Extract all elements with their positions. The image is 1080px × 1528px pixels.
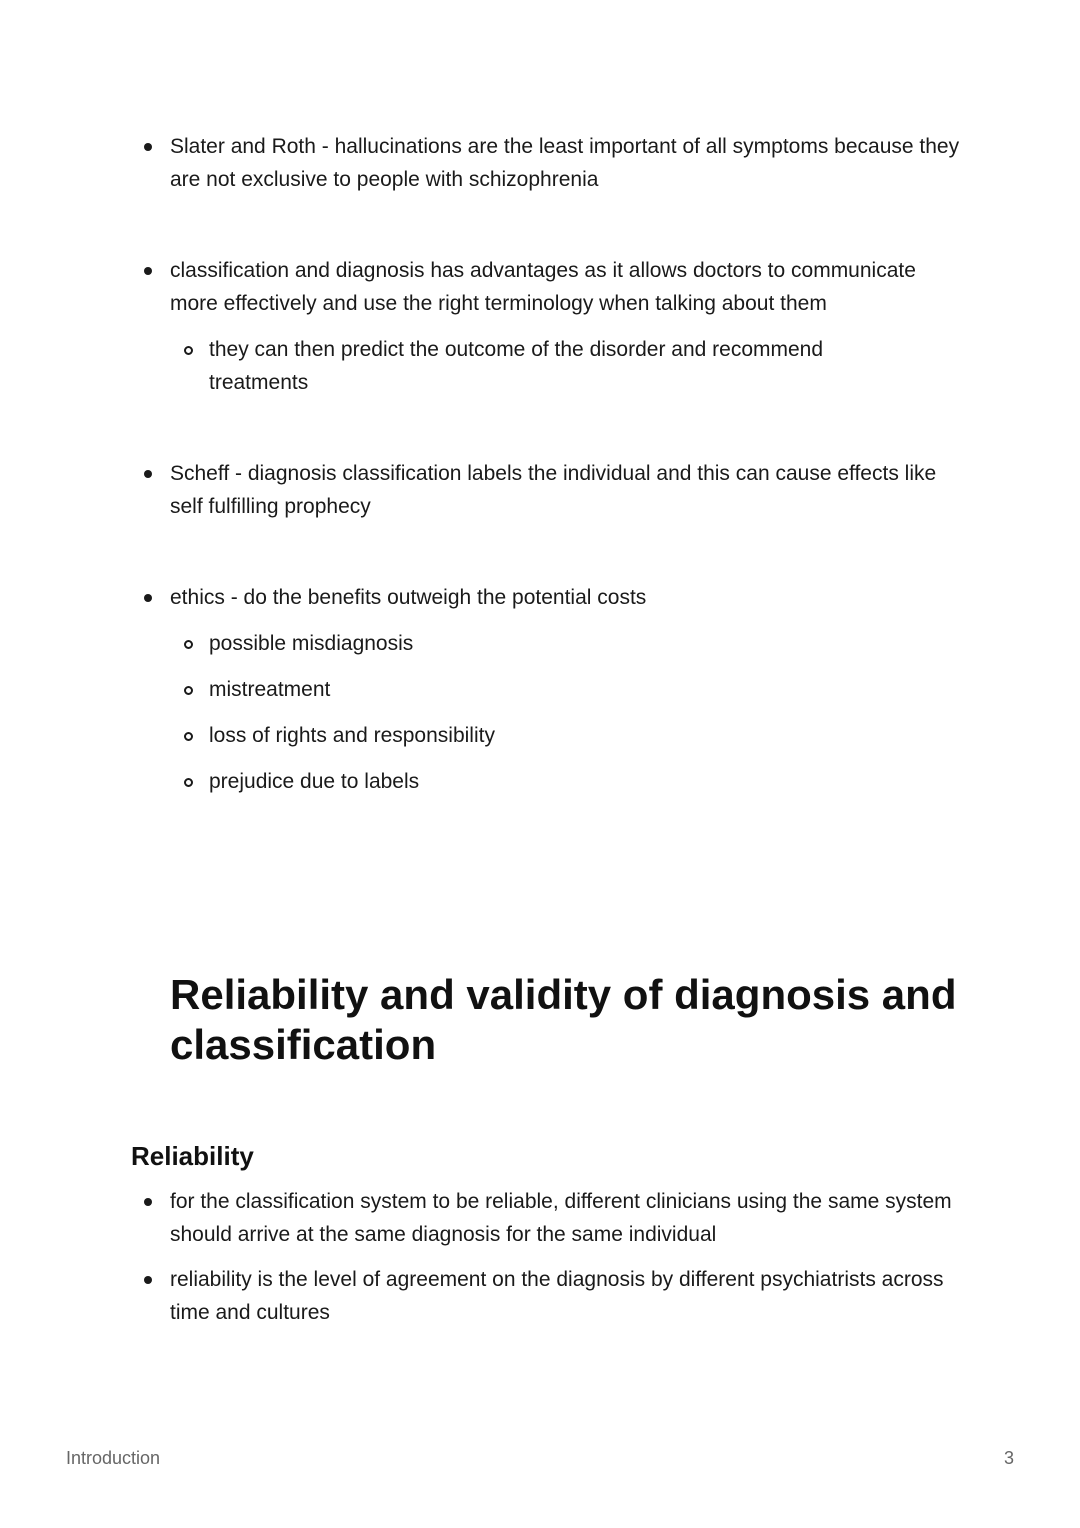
bullet-circle-icon xyxy=(184,346,193,355)
bullet-dot-icon xyxy=(144,143,152,151)
bullet-group-reliability xyxy=(140,1185,960,1329)
bullet-group-slater-roth xyxy=(140,130,960,196)
sub-list-item-text: loss of rights and responsibility xyxy=(209,724,495,747)
sub-list-item xyxy=(140,673,960,706)
sub-list-item-text: mistreatment xyxy=(209,678,331,701)
list-item-text: reliability is the level of agreement on the diagnosis by different psychiatrists across time and cultures xyxy=(170,1268,944,1324)
bullet-dot-icon xyxy=(144,594,152,602)
section-title: Reliability and validity of diagnosis and classification xyxy=(170,971,957,1068)
sub-heading-reliability: Reliability xyxy=(131,1141,254,1171)
list-item xyxy=(140,581,960,614)
bullet-circle-icon xyxy=(184,778,193,787)
list-item xyxy=(140,254,960,320)
list-item xyxy=(140,1263,960,1329)
list-item-text: Slater and Roth - hallucinations are the least important of all symptoms because they are not exclusive to people with schizophrenia xyxy=(170,135,960,191)
sub-list-item-text: possible misdiagnosis xyxy=(209,632,414,655)
bullet-dot-icon xyxy=(144,470,152,478)
bullet-dot-icon xyxy=(144,267,152,275)
sub-list-item-text: they can then predict the outcome of the disorder and recommend treatments xyxy=(209,338,824,394)
bullet-circle-icon xyxy=(184,686,193,695)
sub-list-item xyxy=(140,719,960,752)
footer-section-label: Introduction xyxy=(66,1448,161,1468)
list-item xyxy=(140,130,960,196)
sub-list-item-text: prejudice due to labels xyxy=(209,770,420,793)
bullet-dot-icon xyxy=(144,1198,152,1206)
list-item xyxy=(140,457,960,523)
list-item-text: ethics - do the benefits outweigh the potential costs xyxy=(170,586,647,609)
bullet-group-scheff xyxy=(140,457,960,523)
sub-list-item xyxy=(140,765,960,798)
bullet-circle-icon xyxy=(184,640,193,649)
list-item-text: Scheff - diagnosis classification labels the individual and this can cause effects like self fulfilling prophecy xyxy=(170,462,937,518)
bullet-group-classification xyxy=(140,254,960,399)
list-item-text: classification and diagnosis has advantages as it allows doctors to communicate more effectively and use the right terminology when talking about them xyxy=(170,259,916,315)
bullet-dot-icon xyxy=(144,1276,152,1284)
sub-list-item xyxy=(140,333,960,399)
list-item xyxy=(140,1185,960,1251)
sub-list-item xyxy=(140,627,960,660)
list-item-text: for the classification system to be reliable, different clinicians using the same system should arrive at the same diagnosis for the same individual xyxy=(170,1190,952,1246)
page-number: 3 xyxy=(1003,1448,1014,1468)
bullet-group-ethics xyxy=(140,581,960,798)
bullet-circle-icon xyxy=(184,732,193,741)
